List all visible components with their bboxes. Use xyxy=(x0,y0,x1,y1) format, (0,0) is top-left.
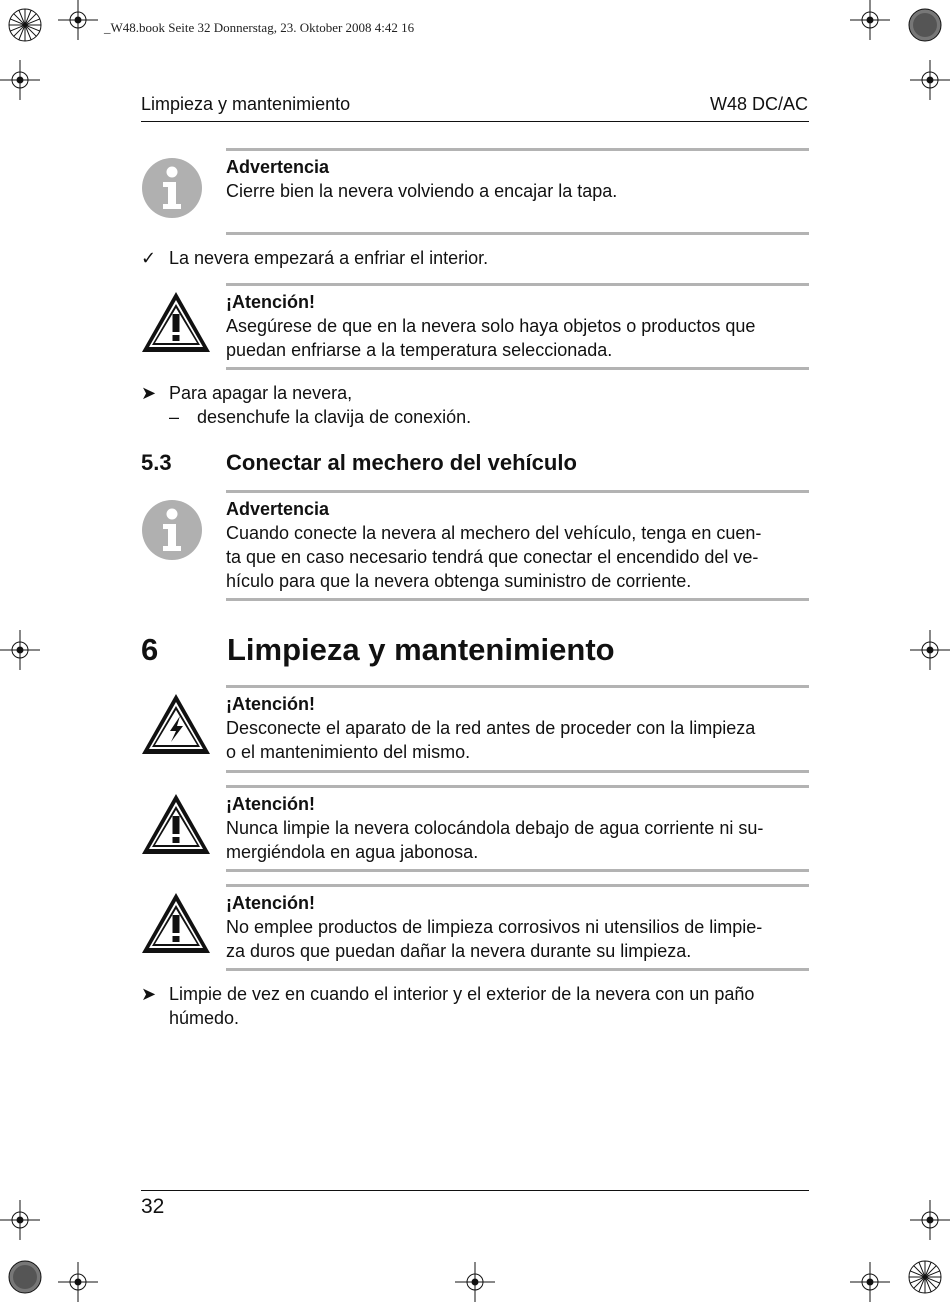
caution-line: mergiéndola en agua jabonosa. xyxy=(226,842,479,862)
caution-line: za duros que puedan dañar la nevera durante su limpieza. xyxy=(226,941,692,961)
section-title: Conectar al mechero del vehículo xyxy=(226,450,577,475)
caution-line: o el mantenimiento del mismo. xyxy=(226,742,471,762)
crosshair-icon xyxy=(910,60,950,100)
sub-step-text: desenchufe la clavija de conexión. xyxy=(197,407,472,427)
warning-triangle-icon xyxy=(140,792,212,856)
electrical-hazard-icon xyxy=(140,692,212,756)
atencion-caution xyxy=(226,283,809,370)
arrow-bullet-icon: ➤ xyxy=(141,984,157,1004)
caution-line: Asegúrese de que en la nevera solo haya objetos o productos que xyxy=(226,316,756,336)
running-header-model: W48 DC/AC xyxy=(709,94,808,114)
atencion-caution xyxy=(226,884,809,971)
caution-title: ¡Atención! xyxy=(226,893,315,913)
chapter-number: 6 xyxy=(141,632,159,667)
instruction-step xyxy=(141,381,809,405)
crosshair-icon xyxy=(455,1262,495,1302)
arrow-bullet-icon: ➤ xyxy=(141,383,157,403)
registration-ring-icon xyxy=(908,8,942,42)
caution-line: Desconecte el aparato de la red antes de proceder con la limpieza xyxy=(226,718,756,738)
crosshair-icon xyxy=(910,630,950,670)
note-text: Cierre bien la nevera volviendo a encajar la tapa. xyxy=(226,181,618,201)
caution-line: No emplee productos de limpieza corrosivos ni utensilios de limpie- xyxy=(226,917,763,937)
footer-rule xyxy=(141,1190,809,1191)
result-item xyxy=(141,246,809,270)
warning-triangle-icon xyxy=(140,891,212,955)
crosshair-icon xyxy=(0,60,40,100)
info-icon xyxy=(141,157,203,219)
crosshair-icon xyxy=(58,1262,98,1302)
header-rule xyxy=(141,121,809,122)
print-info: _W48.book Seite 32 Donnerstag, 23. Oktober 2008 4:42 16 xyxy=(104,20,415,35)
running-header-title: Limpieza y mantenimiento xyxy=(141,94,351,114)
note-line: ta que en caso necesario tendrá que conectar el encendido del ve- xyxy=(226,547,759,567)
note-title: Advertencia xyxy=(226,499,330,519)
registration-ring-icon xyxy=(8,1260,42,1294)
caution-line: puedan enfriarse a la temperatura seleccionada. xyxy=(226,340,613,360)
result-text: La nevera empezará a enfriar el interior. xyxy=(169,248,489,268)
step-text: Para apagar la nevera, xyxy=(169,383,353,403)
crosshair-icon xyxy=(0,630,40,670)
caution-title: ¡Atención! xyxy=(226,292,315,312)
step-line: Limpie de vez en cuando el interior y el exterior de la nevera con un paño xyxy=(169,984,755,1004)
crosshair-icon xyxy=(910,1200,950,1240)
registration-ring-icon xyxy=(908,1260,942,1294)
checkmark-icon: ✓ xyxy=(141,248,157,268)
crosshair-icon xyxy=(850,1262,890,1302)
crosshair-icon xyxy=(58,0,98,40)
caution-title: ¡Atención! xyxy=(226,694,315,714)
registration-ring-icon xyxy=(8,8,42,42)
sub-step xyxy=(169,405,809,429)
note-title: Advertencia xyxy=(226,157,330,177)
caution-line: Nunca limpie la nevera colocándola debajo de agua corriente ni su- xyxy=(226,818,764,838)
chapter-title: Limpieza y mantenimiento xyxy=(227,632,615,667)
step-line: húmedo. xyxy=(169,1008,240,1028)
atencion-caution xyxy=(226,785,809,872)
advertencia-note xyxy=(226,490,809,601)
page-number: 32 xyxy=(141,1195,165,1218)
atencion-caution xyxy=(226,685,809,773)
section-number: 5.3 xyxy=(141,450,172,475)
advertencia-note xyxy=(226,148,809,235)
crosshair-icon xyxy=(850,0,890,40)
crosshair-icon xyxy=(0,1200,40,1240)
note-line: Cuando conecte la nevera al mechero del vehículo, tenga en cuen- xyxy=(226,523,762,543)
warning-triangle-icon xyxy=(140,290,212,354)
dash-bullet: – xyxy=(169,407,180,427)
caution-title: ¡Atención! xyxy=(226,794,315,814)
note-line: hículo para que la nevera obtenga suministro de corriente. xyxy=(226,571,692,591)
info-icon xyxy=(141,499,203,561)
instruction-step xyxy=(141,982,809,1030)
